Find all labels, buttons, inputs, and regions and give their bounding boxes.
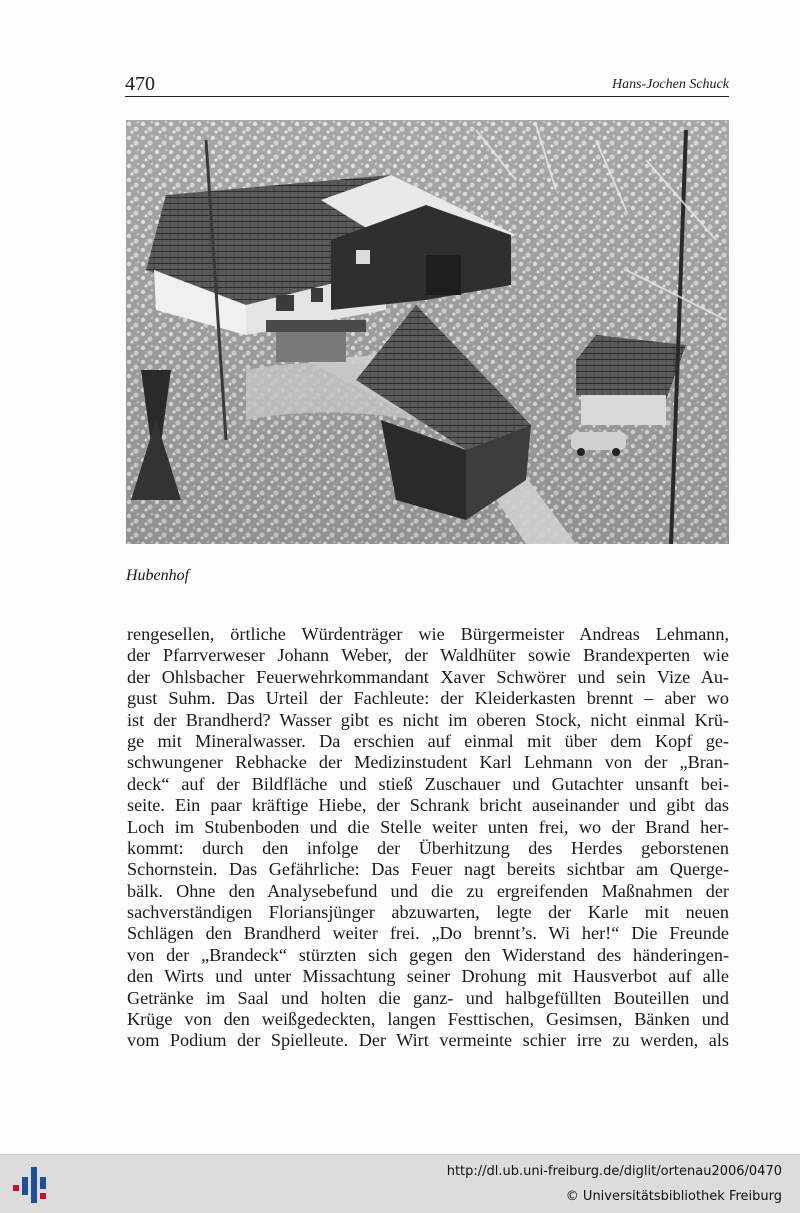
text-line: den Wirts und unter Missachtung seiner Drohung mit Hausverbot auf alle (127, 966, 729, 987)
text-line: kommt: durch den infolge der Überhitzung des Herdes geborstenen (127, 837, 729, 858)
text-line: Getränke im Saal und holten die ganz- und halbgefüllten Bouteillen und (127, 987, 729, 1008)
header-rule (125, 96, 729, 97)
text-line: gust Suhm. Das Urteil der Fachleute: der Kleiderkasten brennt – aber wo (127, 688, 729, 709)
page-number: 470 (125, 73, 155, 95)
text-line: von der „Brandeck“ stürzten sich gegen den Widerstand des händeringen- (127, 944, 729, 965)
figure-photo (126, 120, 729, 544)
text-line: ist der Brandherd? Wasser gibt es nicht im oberen Stock, nicht einmal Krü- (127, 709, 729, 730)
text-line: Schlägen den Brandherd weiter frei. „Do brennt’s. Wi her!“ Die Freunde (127, 923, 729, 944)
running-head: Hans-Jochen Schuck (611, 77, 729, 92)
text-line: schwungener Rebhacke der Medizinstudent Karl Lehmann von der „Bran- (127, 752, 729, 773)
text-line: seite. Ein paar kräftige Hiebe, der Schrank bricht auseinander und gibt das (127, 795, 729, 816)
farmhouse-photo (126, 120, 729, 544)
text-line: der Ohlsbacher Feuerwehrkommandant Xaver Schwörer und sein Vize Au- (127, 666, 729, 687)
text-line: Schornstein. Das Gefährliche: Das Feuer nagt bereits sichtbar am Querge- (127, 859, 729, 880)
footer-bar (0, 1154, 800, 1213)
footer-copyright: © Universitätsbibliothek Freiburg (565, 1189, 782, 1204)
text-line: sachverständigen Floriansjünger abzuwarten, legte der Karle mit neuen (127, 902, 729, 923)
text-line: Loch im Stubenboden und die Stelle weiter unten frei, wo der Brand her- (127, 816, 729, 837)
figure-caption: Hubenhof (126, 567, 190, 584)
body-text (127, 624, 729, 1052)
footer-url-link[interactable]: http://dl.ub.uni-freiburg.de/diglit/ortenau2006/0470 (446, 1164, 782, 1179)
text-line: ge mit Mineralwasser. Da erschien auf einmal mit über dem Kopf ge- (127, 730, 729, 751)
ub-freiburg-logo-icon[interactable] (10, 1163, 52, 1205)
text-line: rengesellen, örtliche Würdenträger wie Bürgermeister Andreas Lehmann, (127, 624, 729, 644)
text-line: der Pfarrverweser Johann Weber, der Waldhüter sowie Brandexperten wie (127, 645, 729, 666)
text-line: vom Podium der Spielleute. Der Wirt vermeinte schier irre zu werden, als (127, 1030, 729, 1051)
text-line: Krüge von den weißgedeckten, langen Festtischen, Gesimsen, Bänken und (127, 1009, 729, 1030)
text-line: bälk. Ohne den Analysebefund und die zu ergreifenden Maßnahmen der (127, 880, 729, 901)
text-line: deck“ auf der Bildfläche und stieß Zuschauer und Gutachter unsanft bei- (127, 773, 729, 794)
